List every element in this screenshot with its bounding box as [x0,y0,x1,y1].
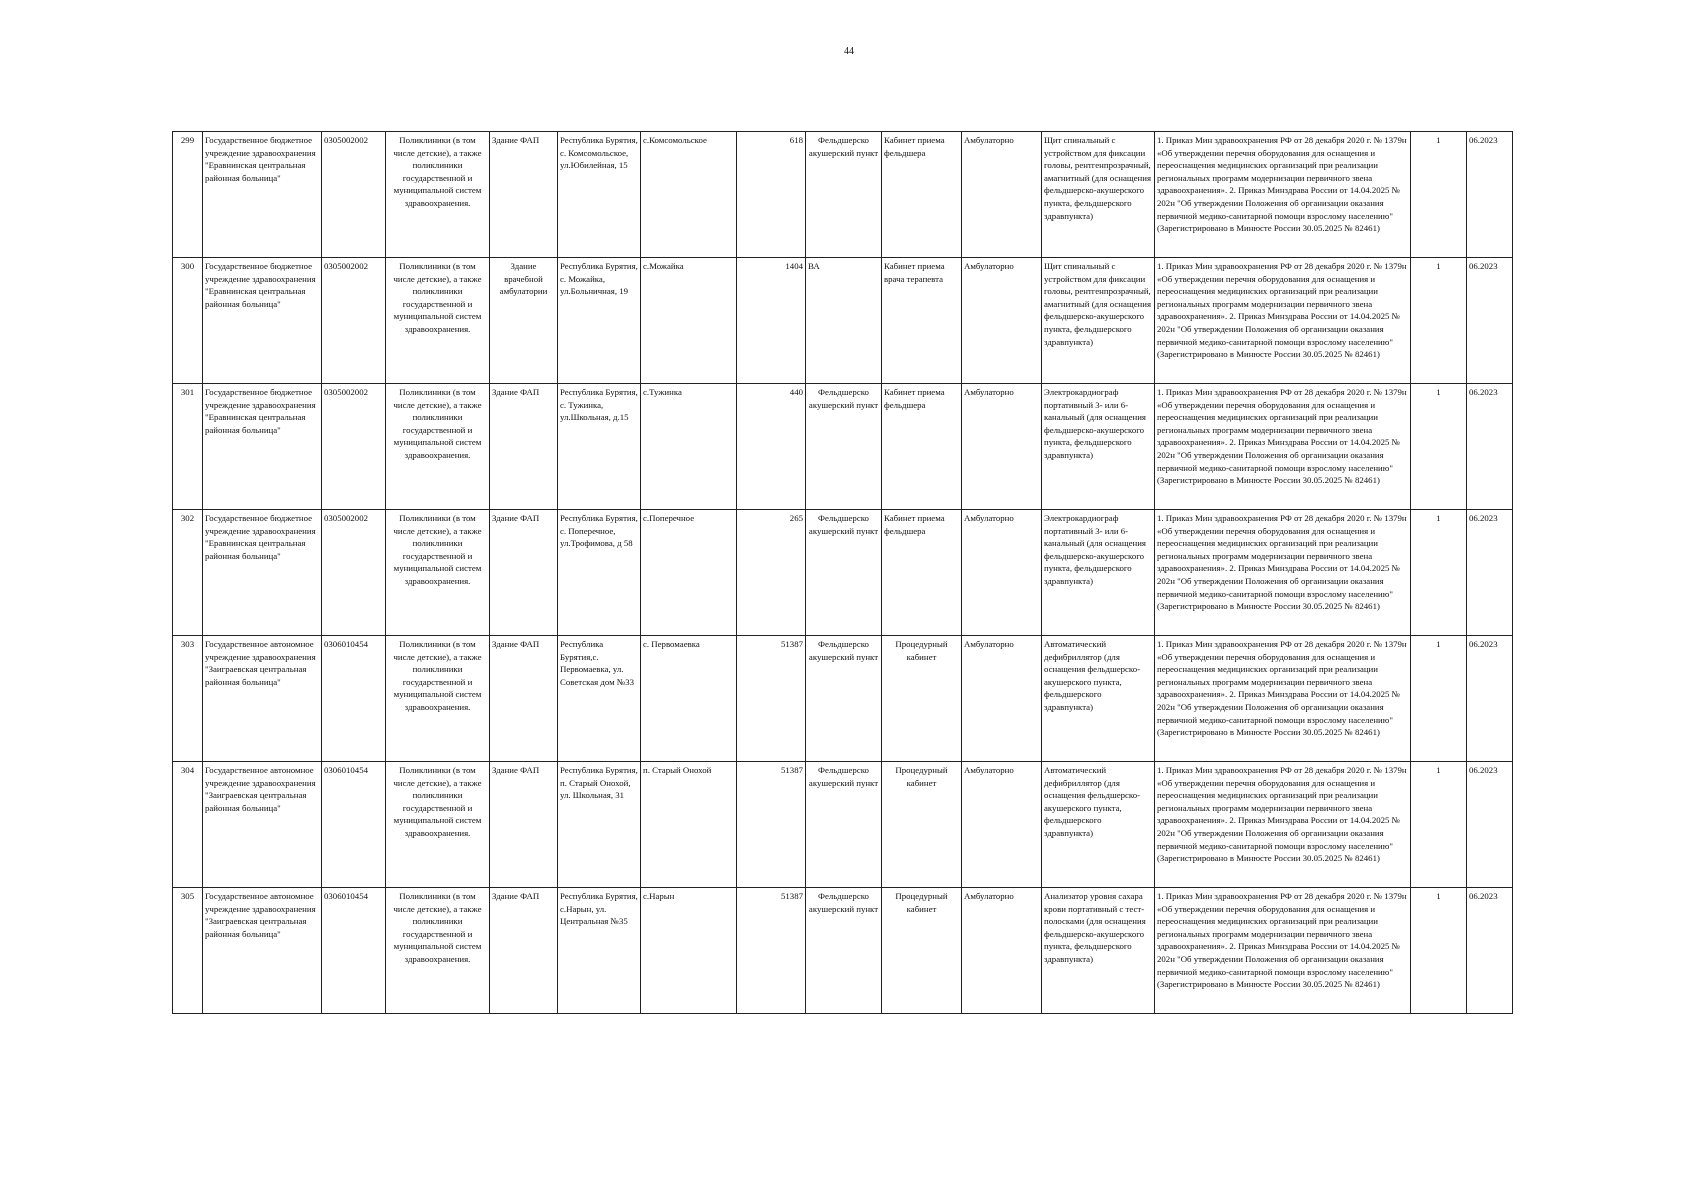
room-cell: Кабинет приема фельдшера [882,510,962,636]
population-cell: 51387 [737,636,806,762]
quantity-cell: 1 [1411,132,1467,258]
address-cell: Республика Бурятия, с. Тужинка, ул.Школьная, д.15 [558,384,641,510]
date-cell: 06.2023 [1467,510,1513,636]
room-cell: Кабинет приема врача терапевта [882,258,962,384]
organization-cell: Государственное автономное учреждение здравоохранения "Заиграевская центральная районная больница" [203,888,322,1014]
organization-cell: Государственное бюджетное учреждение здравоохранения "Еравнинская центральная районная больница" [203,510,322,636]
code-cell: 0306010454 [322,636,386,762]
facility-type-cell: Поликлиники (в том числе детские), а также поликлиники государственной и муниципальной систем здравоохранения. [386,636,490,762]
room-cell: Кабинет приема фельдшера [882,384,962,510]
organization-cell: Государственное бюджетное учреждение здравоохранения "Еравнинская центральная районная больница" [203,132,322,258]
unit-cell: Фельдшерско акушерский пункт [806,888,882,1014]
quantity-cell: 1 [1411,510,1467,636]
equipment-cell: Автоматический дефибриллятор (для оснащения фельдшерско-акушерского пункта, фельдшерского здравпункта) [1042,636,1155,762]
room-cell: Процедурный кабинет [882,762,962,888]
code-cell: 0305002002 [322,510,386,636]
row-number-cell: 304 [173,762,203,888]
quantity-cell: 1 [1411,888,1467,1014]
quantity-cell: 1 [1411,762,1467,888]
population-cell: 51387 [737,888,806,1014]
date-cell: 06.2023 [1467,384,1513,510]
care-mode-cell: Амбулаторно [962,132,1042,258]
legal-basis-cell: 1. Приказ Мин здравоохранения РФ от 28 декабря 2020 г. № 1379н «Об утверждении перечня оборудования для оснащения и переоснащения медицинских организаций при реализации региональных программ модернизации первичного звена здравоохранения». 2. Приказ Минздрава России от 14.04.2025 № 202н "Об утверждении Положения об организации оказания первичной медико-санитарной помощи взрослому населению" (Зарегистрировано в Минюсте России 30.05.2025 № 82461) [1155,888,1411,1014]
care-mode-cell: Амбулаторно [962,636,1042,762]
address-cell: Республика Бурятия, с. Поперечное, ул.Трофимова, д 58 [558,510,641,636]
date-cell: 06.2023 [1467,762,1513,888]
building-cell: Здание ФАП [490,888,558,1014]
table-row [173,762,1513,888]
table-row [173,132,1513,258]
legal-basis-cell: 1. Приказ Мин здравоохранения РФ от 28 декабря 2020 г. № 1379н «Об утверждении перечня оборудования для оснащения и переоснащения медицинских организаций при реализации региональных программ модернизации первичного звена здравоохранения». 2. Приказ Минздрава России от 14.04.2025 № 202н "Об утверждении Положения об организации оказания первичной медико-санитарной помощи взрослому населению" (Зарегистрировано в Минюсте России 30.05.2025 № 82461) [1155,762,1411,888]
unit-cell: Фельдшерско акушерский пункт [806,762,882,888]
code-cell: 0305002002 [322,132,386,258]
building-cell: Здание врачебной амбулатории [490,258,558,384]
row-number-cell: 301 [173,384,203,510]
organization-cell: Государственное бюджетное учреждение здравоохранения "Еравнинская центральная районная больница" [203,384,322,510]
unit-cell: Фельдшерско акушерский пункт [806,384,882,510]
locality-cell: с.Тужинка [641,384,737,510]
unit-cell: Фельдшерско акушерский пункт [806,132,882,258]
room-cell: Процедурный кабинет [882,636,962,762]
equipment-cell: Автоматический дефибриллятор (для оснащения фельдшерско-акушерского пункта, фельдшерского здравпункта) [1042,762,1155,888]
table-body [173,132,1513,1014]
locality-cell: с.Можайка [641,258,737,384]
facility-type-cell: Поликлиники (в том числе детские), а также поликлиники государственной и муниципальной систем здравоохранения. [386,762,490,888]
organization-cell: Государственное автономное учреждение здравоохранения "Заиграевская центральная районная больница" [203,636,322,762]
code-cell: 0305002002 [322,384,386,510]
locality-cell: с.Комсомольское [641,132,737,258]
facility-type-cell: Поликлиники (в том числе детские), а также поликлиники государственной и муниципальной систем здравоохранения. [386,888,490,1014]
population-cell: 440 [737,384,806,510]
row-number-cell: 300 [173,258,203,384]
quantity-cell: 1 [1411,258,1467,384]
table-row [173,888,1513,1014]
organization-cell: Государственное автономное учреждение здравоохранения "Заиграевская центральная районная больница" [203,762,322,888]
facility-type-cell: Поликлиники (в том числе детские), а также поликлиники государственной и муниципальной систем здравоохранения. [386,384,490,510]
legal-basis-cell: 1. Приказ Мин здравоохранения РФ от 28 декабря 2020 г. № 1379н «Об утверждении перечня оборудования для оснащения и переоснащения медицинских организаций при реализации региональных программ модернизации первичного звена здравоохранения». 2. Приказ Минздрава России от 14.04.2025 № 202н "Об утверждении Положения об организации оказания первичной медико-санитарной помощи взрослому населению" (Зарегистрировано в Минюсте России 30.05.2025 № 82461) [1155,258,1411,384]
table-row [173,384,1513,510]
locality-cell: с.Поперечное [641,510,737,636]
equipment-cell: Электрокардиограф портативный 3- или 6-канальный (для оснащения фельдшерско-акушерского пункта, фельдшерского здравпункта) [1042,510,1155,636]
room-cell: Кабинет приема фельдшера [882,132,962,258]
address-cell: Республика Бурятия,с. Первомаевка, ул. Советская дом №33 [558,636,641,762]
facility-type-cell: Поликлиники (в том числе детские), а также поликлиники государственной и муниципальной систем здравоохранения. [386,132,490,258]
building-cell: Здание ФАП [490,384,558,510]
care-mode-cell: Амбулаторно [962,384,1042,510]
population-cell: 265 [737,510,806,636]
date-cell: 06.2023 [1467,132,1513,258]
unit-cell: Фельдшерско акушерский пункт [806,510,882,636]
care-mode-cell: Амбулаторно [962,888,1042,1014]
row-number-cell: 299 [173,132,203,258]
row-number-cell: 303 [173,636,203,762]
locality-cell: п. Старый Онохой [641,762,737,888]
building-cell: Здание ФАП [490,762,558,888]
building-cell: Здание ФАП [490,132,558,258]
row-number-cell: 305 [173,888,203,1014]
legal-basis-cell: 1. Приказ Мин здравоохранения РФ от 28 декабря 2020 г. № 1379н «Об утверждении перечня оборудования для оснащения и переоснащения медицинских организаций при реализации региональных программ модернизации первичного звена здравоохранения». 2. Приказ Минздрава России от 14.04.2025 № 202н "Об утверждении Положения об организации оказания первичной медико-санитарной помощи взрослому населению" (Зарегистрировано в Минюсте России 30.05.2025 № 82461) [1155,510,1411,636]
address-cell: Республика Бурятия, с. Комсомольское, ул.Юбилейная, 15 [558,132,641,258]
population-cell: 51387 [737,762,806,888]
facility-type-cell: Поликлиники (в том числе детские), а также поликлиники государственной и муниципальной систем здравоохранения. [386,258,490,384]
table-row [173,258,1513,384]
table-row [173,636,1513,762]
table-row [173,510,1513,636]
equipment-cell: Щит спинальный с устройством для фиксации головы, рентгенпрозрачный, амагнитный (для оснащения фельдшерско-акушерского пункта, фельдшерского здравпункта) [1042,258,1155,384]
locality-cell: с.Нарын [641,888,737,1014]
address-cell: Республика Бурятия, с.Нарын, ул. Центральная №35 [558,888,641,1014]
equipment-cell: Электрокардиограф портативный 3- или 6-канальный (для оснащения фельдшерско-акушерского пункта, фельдшерского здравпункта) [1042,384,1155,510]
population-cell: 618 [737,132,806,258]
page-number: 44 [844,46,854,57]
code-cell: 0306010454 [322,762,386,888]
date-cell: 06.2023 [1467,888,1513,1014]
equipment-cell: Анализатор уровня сахара крови портативный с тест-полосками (для оснащения фельдшерско-акушерского пункта, фельдшерского здравпункта) [1042,888,1155,1014]
care-mode-cell: Амбулаторно [962,258,1042,384]
quantity-cell: 1 [1411,636,1467,762]
code-cell: 0306010454 [322,888,386,1014]
code-cell: 0305002002 [322,258,386,384]
equipment-table [172,131,1513,1014]
locality-cell: с. Первомаевка [641,636,737,762]
organization-cell: Государственное бюджетное учреждение здравоохранения "Еравнинская центральная районная больница" [203,258,322,384]
population-cell: 1404 [737,258,806,384]
legal-basis-cell: 1. Приказ Мин здравоохранения РФ от 28 декабря 2020 г. № 1379н «Об утверждении перечня оборудования для оснащения и переоснащения медицинских организаций при реализации региональных программ модернизации первичного звена здравоохранения». 2. Приказ Минздрава России от 14.04.2025 № 202н "Об утверждении Положения об организации оказания первичной медико-санитарной помощи взрослому населению" (Зарегистрировано в Минюсте России 30.05.2025 № 82461) [1155,636,1411,762]
facility-type-cell: Поликлиники (в том числе детские), а также поликлиники государственной и муниципальной систем здравоохранения. [386,510,490,636]
building-cell: Здание ФАП [490,636,558,762]
building-cell: Здание ФАП [490,510,558,636]
row-number-cell: 302 [173,510,203,636]
quantity-cell: 1 [1411,384,1467,510]
unit-cell: Фельдшерско акушерский пункт [806,636,882,762]
legal-basis-cell: 1. Приказ Мин здравоохранения РФ от 28 декабря 2020 г. № 1379н «Об утверждении перечня оборудования для оснащения и переоснащения медицинских организаций при реализации региональных программ модернизации первичного звена здравоохранения». 2. Приказ Минздрава России от 14.04.2025 № 202н "Об утверждении Положения об организации оказания первичной медико-санитарной помощи взрослому населению" (Зарегистрировано в Минюсте России 30.05.2025 № 82461) [1155,384,1411,510]
room-cell: Процедурный кабинет [882,888,962,1014]
date-cell: 06.2023 [1467,258,1513,384]
care-mode-cell: Амбулаторно [962,510,1042,636]
legal-basis-cell: 1. Приказ Мин здравоохранения РФ от 28 декабря 2020 г. № 1379н «Об утверждении перечня оборудования для оснащения и переоснащения медицинских организаций при реализации региональных программ модернизации первичного звена здравоохранения». 2. Приказ Минздрава России от 14.04.2025 № 202н "Об утверждении Положения об организации оказания первичной медико-санитарной помощи взрослому населению" (Зарегистрировано в Минюсте России 30.05.2025 № 82461) [1155,132,1411,258]
care-mode-cell: Амбулаторно [962,762,1042,888]
unit-cell: ВА [806,258,882,384]
address-cell: Республика Бурятия, п. Старый Онохой, ул. Школьная, 31 [558,762,641,888]
address-cell: Республика Бурятия, с. Можайка, ул.Больничная, 19 [558,258,641,384]
equipment-cell: Щит спинальный с устройством для фиксации головы, рентгенпрозрачный, амагнитный (для оснащения фельдшерско-акушерского пункта, фельдшерского здравпункта) [1042,132,1155,258]
date-cell: 06.2023 [1467,636,1513,762]
